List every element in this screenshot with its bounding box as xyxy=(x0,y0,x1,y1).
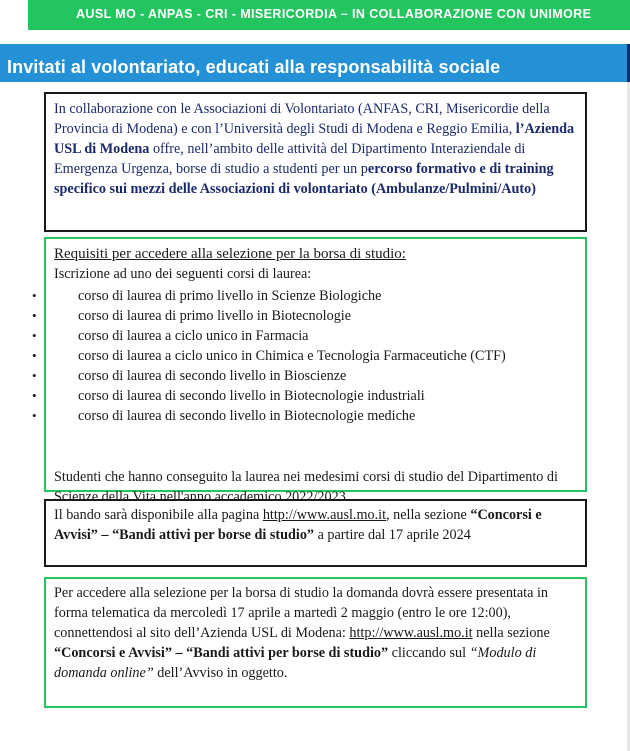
intro-text-2: offre, nell’ambito delle attività del Dipartimento Interaziendale di Emergenza Urgenza, borse di studio a studenti per un p xyxy=(54,141,526,177)
course-item: • corso di laurea a ciclo unico in Farmacia xyxy=(54,326,577,346)
requirements-title: Requisiti per accedere alla selezione per la borsa di studio: xyxy=(54,246,406,262)
course-list xyxy=(54,286,577,426)
bando-section-name: “Concorsi e Avvisi” – “Bandi attivi per borse di studio” xyxy=(54,507,542,543)
top-header-bar xyxy=(28,0,630,30)
bando-text-2: , nella sezione xyxy=(386,507,471,523)
course-item: • corso di laurea di primo livello in Scienze Biologiche xyxy=(54,286,577,306)
intro-bold-1: l’Azienda USL di Modena xyxy=(54,121,575,157)
requirements-subtitle: Iscrizione ad uno dei seguenti corsi di laurea: xyxy=(54,266,312,282)
apply-text-1: Per accedere alla selezione per la borsa di studio la domanda dovrà essere presentata in forma telematica da mercoledì 17 aprile a martedì 2 maggio (entro le ore 12:00), connettendosi al sito dell’Azienda USL di Modena: xyxy=(54,585,548,641)
apply-text-4: dell’Avviso in oggetto. xyxy=(153,665,288,681)
apply-text-3: cliccando sul xyxy=(388,645,470,661)
intro-box xyxy=(44,92,587,232)
intro-bold-2: ercorso formativo e di training specifico sui mezzi delle Associazioni di volontariato (Ambulanze/Pulmini/Auto) xyxy=(54,161,554,197)
bando-text-1: Il bando sarà disponibile alla pagina xyxy=(54,507,263,523)
application-box xyxy=(44,577,587,708)
requirements-box xyxy=(44,237,587,505)
course-item: • corso di laurea a ciclo unico in Chimica e Tecnologia Farmaceutiche (CTF) xyxy=(54,346,577,366)
course-item: • corso di laurea di secondo livello in Biotecnologie mediche xyxy=(54,406,577,426)
ausl-website-link[interactable]: http://www.ausl.mo.it xyxy=(262,507,387,523)
bando-text-3: a partire dal 17 aprile 2024 xyxy=(314,527,471,543)
course-item: • corso di laurea di secondo livello in Bioscienze xyxy=(54,366,577,386)
title-banner xyxy=(0,44,630,82)
intro-text-1: In collaborazione con le Associazioni di Volontariato (ANFAS, CRI, Misericordie della Provincia di Modena) e con l’Università degli Studi di Modena e Reggio Emilia, xyxy=(54,101,550,137)
ausl-website-link[interactable]: http://www.ausl.mo.it xyxy=(349,625,473,641)
course-item: • corso di laurea di secondo livello in Biotecnologie industriali xyxy=(54,386,577,406)
bando-box xyxy=(44,499,587,567)
apply-text-2: nella sezione xyxy=(472,625,550,641)
requirements-footer: Studenti che hanno conseguito la laurea nei medesimi corsi di studio del Dipartimento di Scienze della Vita nell'anno accademico 2022/2023. xyxy=(54,469,558,505)
apply-section-name: “Concorsi e Avvisi” – “Bandi attivi per borse di studio” xyxy=(54,645,389,661)
banner-title: Invitati al volontariato, educati alla responsabilità sociale xyxy=(7,57,501,77)
course-item: • corso di laurea di primo livello in Biotecnologie xyxy=(54,306,577,326)
header-partners-text: AUSL MO - ANPAS - CRI - MISERICORDIA – IN COLLABORAZIONE CON UNIMORE xyxy=(76,7,592,21)
apply-form-name: “Modulo di domanda online” xyxy=(54,645,537,681)
